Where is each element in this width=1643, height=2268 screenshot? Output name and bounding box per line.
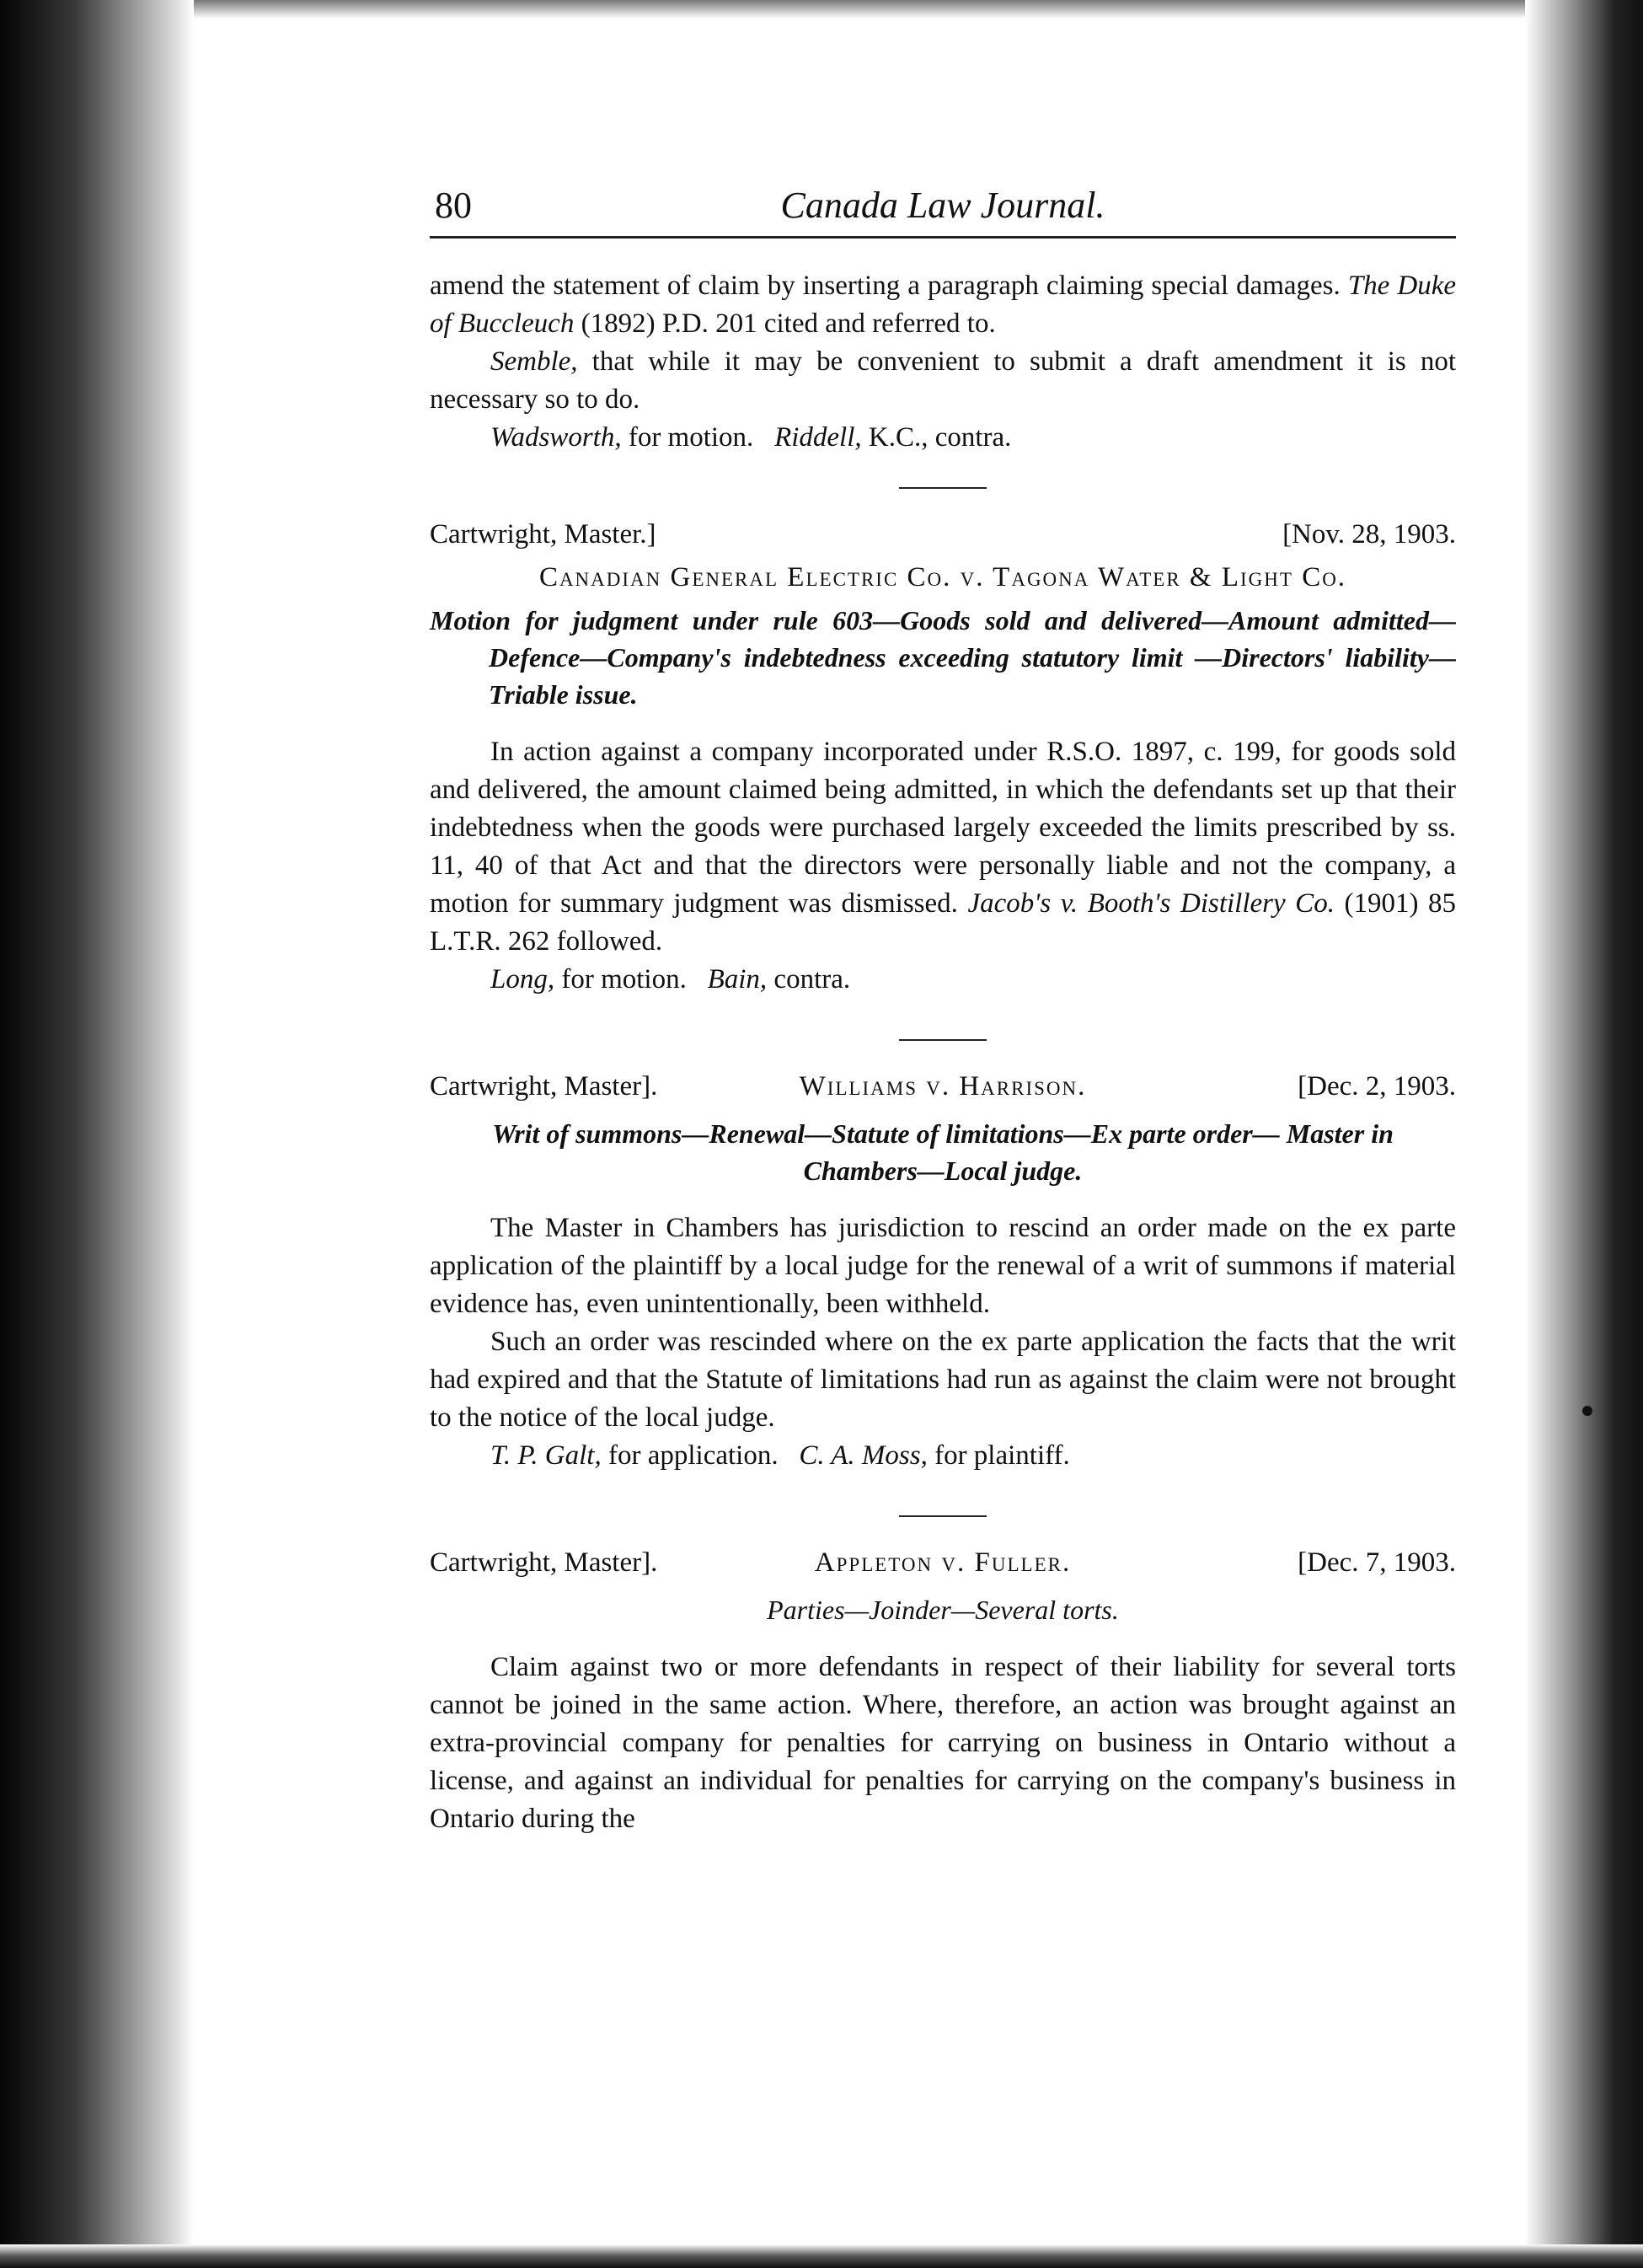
case-meta-line [430,519,1456,558]
section-divider [899,1515,987,1517]
paragraph: The Master in Chambers has jurisdiction to rescind an order made on the ex parte application of the plaintiff by a local judge for the renewal of a writ of summons if material evidence has, even unintentionally, been withheld. [430,1213,1456,1319]
case-appleton-v-fuller [430,1547,1456,1838]
case-date: [Dec. 2, 1903. [1298,1071,1456,1102]
case-williams-v-harrison [430,1071,1456,1475]
paragraph: Such an order was rescinded where on the ex parte application the facts that the writ had expired and that the Statute of limitations had run as against the claim were not brought to the notice of the local judge. [430,1327,1456,1433]
running-header [430,177,1456,239]
case-meta-line [430,1071,1456,1110]
paragraph: amend the statement of claim by inserting a paragraph claiming special damages. The Duke of Buccleuch (1892) P.D. 201 cited and referred to. [430,271,1456,339]
semble-term: Semble, [490,346,578,377]
case-headnote: Writ of summons—Renewal—Statute of limitations—Ex parte order— Master in Chambers—Local judge. [492,1118,1394,1186]
case-headnote: Motion for judgment under rule 603—Goods sold and delivered—Amount admitted—Defence—Company's indebtedness exceeding statutory limit —Directors' liability—Triable issue. [430,605,1456,710]
judge-label: Cartwright, Master]. [430,1071,658,1102]
binding-hole-icon [1582,1406,1592,1416]
judge-label: Cartwright, Master]. [430,1547,658,1578]
counsel-line: T. P. Galt, for application. C. A. Moss, for plaintiff. [490,1440,1070,1471]
case-parties: Canadian General Electric Co. v. Tagona Water & Light Co. [538,562,1347,592]
counsel-line: Long, for motion. Bain, contra. [490,964,851,995]
case-meta-line [430,1547,1456,1586]
scan-edge-bottom [0,2244,1643,2268]
judge-label: Cartwright, Master.] [430,519,656,550]
paragraph: In action against a company incorporated under R.S.O. 1897, c. 199, for goods sold and delivered, the amount claimed being admitted, in which the defendants set up that their indebtedness when the goods were purchased largely exceeded the limits prescribed by ss. 11, 40 of that Act and that the directors were personally liable and not the company, a motion for summary judgment was dismissed. Jacob's v. Booth's Distillery Co. (1901) 85 L.T.R. 262 followed. [430,737,1457,957]
case-date: [Dec. 7, 1903. [1298,1547,1456,1578]
section-divider [899,1039,987,1041]
counsel-line: Wadsworth, for motion. Riddell, K.C., contra. [490,422,1012,453]
scan-edge-top [0,0,1643,19]
journal-page [430,177,1456,1838]
paragraph: Claim against two or more defendants in respect of their liability for several torts cannot be joined in the same action. Where, therefore, an action was brought against an extra-provincial company for penalties for carrying on business in Ontario without a license, and against an individual for penalties for carrying on the company's business in Ontario during the [430,1652,1456,1834]
case-headnote: Parties—Joinder—Several torts. [767,1595,1119,1625]
journal-title: Canada Law Journal. [780,185,1105,226]
paragraph: Semble, that while it may be convenient to submit a draft amendment it is not necessary so to do. [430,346,1457,415]
scan-edge-right [1525,0,1643,2268]
section-divider [899,487,987,489]
case-citation: Jacob's v. Booth's Distillery Co. [967,888,1335,919]
section-continued [430,267,1456,457]
page-number: 80 [435,185,472,226]
case-parties: Williams v. Harrison. [799,1071,1087,1102]
case-date: [Nov. 28, 1903. [1282,519,1456,550]
case-citation: The Duke of Buccleuch [430,271,1456,339]
scan-edge-left [0,0,194,2268]
case-parties: Appleton v. Fuller. [814,1547,1072,1578]
case-canadian-general-electric [430,519,1456,999]
